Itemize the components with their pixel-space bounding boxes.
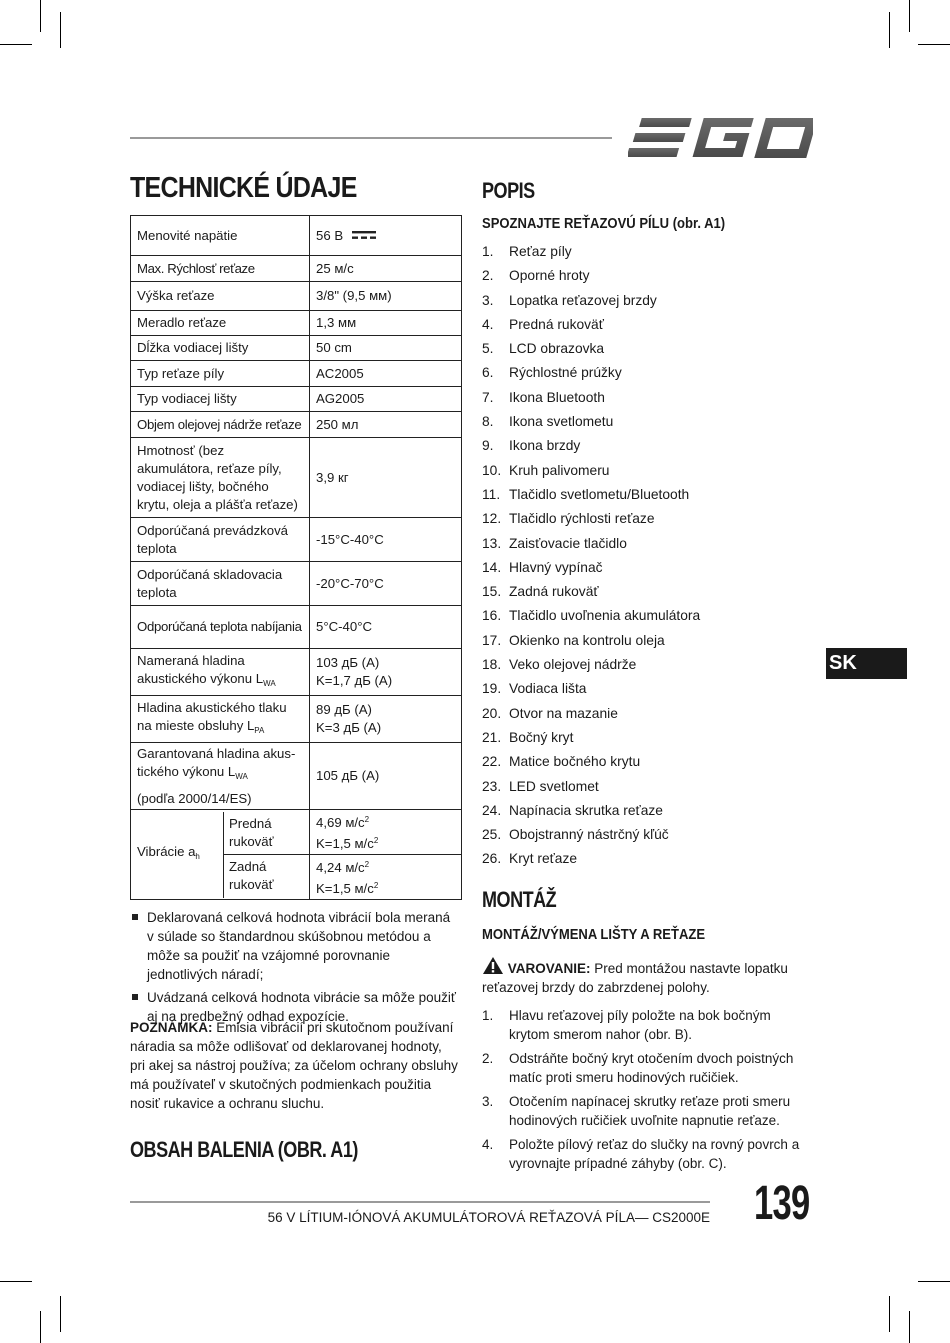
list-item-label: Lopatka reťazovej brzdy bbox=[509, 292, 657, 308]
spec-label: Hmotnosť (bez akumulátora, reťaze píly, vodiacej lišty, bočného krytu, oleja a plášťa reťaze) bbox=[131, 438, 310, 518]
table-row bbox=[131, 696, 462, 743]
list-item-label: LCD obrazovka bbox=[509, 341, 605, 357]
list-item-label: Oporné hroty bbox=[509, 268, 590, 284]
list-item bbox=[482, 240, 822, 264]
table-row bbox=[131, 256, 462, 282]
list-item-number: 8. bbox=[482, 414, 494, 430]
list-item-label: Ikona svetlometu bbox=[509, 414, 614, 430]
step-number: 4. bbox=[482, 1137, 494, 1152]
table-row bbox=[131, 387, 462, 412]
spec-label: Odporúčaná skladovacia teplota bbox=[131, 562, 310, 606]
table-row bbox=[131, 562, 462, 606]
list-item-number: 7. bbox=[482, 389, 494, 405]
spec-value: AC2005 bbox=[310, 361, 462, 387]
list-item bbox=[482, 313, 822, 337]
page-number: 139 bbox=[754, 1177, 810, 1230]
table-row bbox=[131, 282, 462, 311]
list-item bbox=[482, 604, 822, 628]
table-row bbox=[131, 606, 462, 649]
list-item-number: 22. bbox=[482, 754, 502, 770]
crop-mark bbox=[909, 0, 910, 32]
spec-label: Typ vodiacej lišty bbox=[131, 387, 310, 412]
table-row bbox=[131, 311, 462, 336]
spec-value: 25 м/с bbox=[310, 256, 462, 282]
step-number: 2. bbox=[482, 1051, 494, 1066]
list-item bbox=[482, 629, 822, 653]
list-item-number: 16. bbox=[482, 608, 502, 624]
steps-list bbox=[482, 1006, 812, 1178]
list-item bbox=[482, 556, 822, 580]
list-item: Deklarovaná celková hodnota vibrácií bola meraná v súlade so štandardnou skúšobnou metódou a môže sa použiť na vzájomné porovnanie jednotlivých náradí; bbox=[130, 908, 460, 984]
spec-label: Max. Rýchlosť reťaze bbox=[131, 256, 310, 282]
list-item bbox=[482, 459, 822, 483]
list-item-label: Predná rukoväť bbox=[509, 316, 604, 332]
list-item-label: Zadná rukoväť bbox=[509, 584, 599, 600]
warning-icon bbox=[482, 956, 504, 975]
spec-value: 5°C-40°C bbox=[310, 606, 462, 649]
spec-value: 103 дБ (A) K=1,7 дБ (A) bbox=[310, 649, 462, 696]
list-item bbox=[482, 507, 822, 531]
list-item-number: 3. bbox=[482, 292, 494, 308]
list-item bbox=[482, 580, 822, 604]
popis-subtitle: SPOZNAJTE REŤAZOVÚ PÍLU (obr. A1) bbox=[482, 216, 726, 232]
spec-value: 4,24 $м/с^2$ K=1,5 $м/с^2$ bbox=[310, 855, 462, 900]
crop-mark bbox=[918, 1281, 950, 1282]
footer-text: 56 V LÍTIUM-IÓNOVÁ AKUMULÁTOROVÁ REŤAZOVÁ PÍLA— CS2000E bbox=[267, 1210, 710, 1225]
spec-label: Odporúčaná prevádzková teplota bbox=[131, 518, 310, 562]
list-item-number: 5. bbox=[482, 341, 494, 357]
spec-label: Hladina akustického tlaku na mieste obsluhy $L_{PA}$ bbox=[131, 696, 310, 743]
spec-label: Dĺžka vodiacej lišty bbox=[131, 336, 310, 361]
spec-label: Garantovaná hladina akus-tického výkonu $L_{WA}$ (podľa 2000/14/ES) bbox=[131, 743, 310, 810]
list-item-label: Ikona Bluetooth bbox=[509, 389, 605, 405]
step-text: Otočením napínacej skrutky reťaze proti smeru hodinových ručičiek uvoľnite napnutie reťaze. bbox=[509, 1094, 791, 1128]
spec-table bbox=[130, 215, 462, 900]
warning-paragraph: VAROVANIE: Pred montážou nastavte lopatku reťazovej brzdy do zabrzdenej polohy. bbox=[482, 956, 812, 997]
list-item-number: 24. bbox=[482, 802, 502, 818]
header-rule bbox=[130, 137, 612, 139]
list-item-label: Bočný kryt bbox=[509, 729, 574, 745]
step-text: Hlavu reťazovej píly položte na bok bočným krytom smerom nahor (obr. B). bbox=[509, 1008, 771, 1042]
list-item-number: 20. bbox=[482, 705, 502, 721]
list-item-label: Tlačidlo rýchlosti reťaze bbox=[509, 511, 655, 527]
list-item-label: Napínacia skrutka reťaze bbox=[509, 802, 663, 818]
footer-rule bbox=[130, 1201, 710, 1203]
list-item-number: 9. bbox=[482, 438, 494, 454]
spec-label: Nameraná hladina akustického výkonu $L_{WA}$ bbox=[131, 649, 310, 696]
parts-list bbox=[482, 240, 822, 872]
list-item-number: 4. bbox=[482, 316, 494, 332]
list-item-label: Hlavný vypínač bbox=[509, 559, 603, 575]
vibration-front-label: Predná rukoväť bbox=[224, 812, 309, 856]
spec-value: 50 cm bbox=[310, 336, 462, 361]
list-item bbox=[482, 653, 822, 677]
list-item-number: 14. bbox=[482, 559, 502, 575]
list-item bbox=[482, 434, 822, 458]
list-item: Uvádzaná celková hodnota vibrácie sa môže použiť aj na predbežný odhad expozície. bbox=[130, 988, 460, 1026]
spec-value: 4,69 $м/с^2$ K=1,5 $м/с^2$ bbox=[310, 810, 462, 855]
list-item-label: Zaisťovacie tlačidlo bbox=[509, 535, 627, 551]
list-item bbox=[482, 532, 822, 556]
spec-value: 89 дБ (A) K=3 дБ (A) bbox=[310, 696, 462, 743]
list-item-label: Matice bočného krytu bbox=[509, 754, 641, 770]
table-row bbox=[131, 438, 462, 518]
list-item bbox=[482, 702, 822, 726]
step-item bbox=[482, 1049, 812, 1087]
step-number: 1. bbox=[482, 1008, 494, 1023]
list-item-number: 2. bbox=[482, 268, 494, 284]
table-row bbox=[131, 361, 462, 387]
list-item-number: 17. bbox=[482, 632, 502, 648]
list-item-label: Tlačidlo uvoľnenia akumulátora bbox=[509, 608, 701, 624]
step-item bbox=[482, 1006, 812, 1044]
list-item bbox=[482, 775, 822, 799]
list-item-label: Rýchlostné prúžky bbox=[509, 365, 622, 381]
list-item-number: 21. bbox=[482, 729, 502, 745]
list-item bbox=[482, 386, 822, 410]
step-text: Odstráňte bočný kryt otočením dvoch poistných matíc proti smeru hodinových ručičiek. bbox=[509, 1051, 794, 1085]
spec-label: Výška reťaze bbox=[131, 282, 310, 311]
spec-label bbox=[131, 810, 310, 900]
list-item-number: 19. bbox=[482, 681, 502, 697]
list-item-label: Vodiaca lišta bbox=[509, 681, 587, 697]
table-row bbox=[131, 649, 462, 696]
list-item-number: 1. bbox=[482, 244, 494, 259]
spec-value: 56 В bbox=[310, 216, 462, 256]
list-item-label: Okienko na kontrolu oleja bbox=[509, 632, 665, 648]
spec-value: AG2005 bbox=[310, 387, 462, 412]
spec-value: -20°C-70°C bbox=[310, 562, 462, 606]
list-item-number: 15. bbox=[482, 584, 502, 600]
crop-mark bbox=[889, 1296, 890, 1332]
crop-mark bbox=[60, 12, 61, 48]
spec-label: Objem olejovej nádrže reťaze bbox=[131, 412, 310, 438]
list-item bbox=[482, 799, 822, 823]
crop-mark bbox=[889, 12, 890, 48]
popis-title: POPIS bbox=[482, 178, 535, 203]
spec-label: Meradlo reťaze bbox=[131, 311, 310, 336]
list-item bbox=[482, 726, 822, 750]
spec-value: -15°C-40°C bbox=[310, 518, 462, 562]
spec-label: Typ reťaze píly bbox=[131, 361, 310, 387]
tech-title: TECHNICKÉ ÚDAJE bbox=[130, 172, 357, 204]
list-item-number: 11. bbox=[482, 486, 501, 502]
list-item bbox=[482, 361, 822, 385]
list-item-label: LED svetlomet bbox=[509, 778, 599, 794]
step-text: Položte pílový reťaz do slučky na rovný povrch a vyrovnajte prípadné záhyby (obr. C). bbox=[509, 1137, 800, 1171]
list-item-number: 25. bbox=[482, 827, 502, 843]
montaz-subtitle: MONTÁŽ/VÝMENA LIŠTY A REŤAZE bbox=[482, 927, 706, 943]
list-item bbox=[482, 289, 822, 313]
spec-value: 3,9 кг bbox=[310, 438, 462, 518]
list-item-number: 23. bbox=[482, 778, 502, 794]
list-item-label: Tlačidlo svetlometu/Bluetooth bbox=[509, 486, 690, 502]
spec-label: Odporúčaná teplota nabíjania bbox=[131, 606, 310, 649]
list-item bbox=[482, 483, 822, 507]
list-item-label: Ikona brzdy bbox=[509, 438, 581, 454]
list-item-label: Reťaz píly bbox=[509, 244, 572, 259]
list-item-number: 18. bbox=[482, 657, 502, 673]
list-item bbox=[482, 847, 822, 871]
table-row bbox=[131, 810, 462, 855]
crop-mark bbox=[60, 1296, 61, 1332]
table-row bbox=[131, 743, 462, 810]
crop-mark bbox=[40, 0, 41, 32]
table-row bbox=[131, 336, 462, 361]
list-item-label: Kryt reťaze bbox=[509, 851, 578, 867]
crop-mark bbox=[909, 1311, 910, 1343]
list-item-label: Veko olejovej nádrže bbox=[509, 657, 637, 673]
list-item-number: 6. bbox=[482, 365, 494, 381]
list-item-label: Otvor na mazanie bbox=[509, 705, 618, 721]
montaz-title: MONTÁŽ bbox=[482, 887, 557, 912]
list-item-label: Kruh palivomeru bbox=[509, 462, 610, 478]
list-item bbox=[482, 337, 822, 361]
spec-label: Menovité napätie bbox=[131, 216, 310, 256]
list-item bbox=[482, 677, 822, 701]
table-row bbox=[131, 518, 462, 562]
ego-logo bbox=[628, 117, 813, 159]
list-item-number: 12. bbox=[482, 511, 502, 527]
bullet-list bbox=[130, 908, 460, 1030]
crop-mark bbox=[0, 1281, 32, 1282]
crop-mark bbox=[40, 1311, 41, 1343]
list-item-number: 26. bbox=[482, 851, 502, 867]
spec-value: 3/8" (9,5 мм) bbox=[310, 282, 462, 311]
list-item-number: 10. bbox=[482, 462, 502, 478]
vibration-label: Vibrácie $a_h$ bbox=[131, 812, 224, 898]
spec-value: 105 дБ (A) bbox=[310, 743, 462, 810]
dc-symbol-icon bbox=[351, 229, 377, 241]
language-tab: SK bbox=[826, 648, 907, 679]
list-item-label: Obojstranný nástrčný kľúč bbox=[509, 827, 669, 843]
step-item bbox=[482, 1092, 812, 1130]
spec-value: 250 мл bbox=[310, 412, 462, 438]
table-row bbox=[131, 216, 462, 256]
vibration-rear-label: Zadná rukoväť bbox=[229, 859, 274, 893]
list-item bbox=[482, 823, 822, 847]
note-paragraph: POZNÁMKA: Emisia vibrácií pri skutočnom používaní náradia sa môže odlišovať od deklarovanej hodnoty, pri akej sa nástroj používa; za účelom ochrany obsluhy má používateľ v skutočných podmienkach použitia nosiť rukavice a ochranu sluchu. bbox=[130, 1020, 458, 1111]
crop-mark bbox=[0, 44, 32, 45]
step-item bbox=[482, 1135, 812, 1173]
crop-mark bbox=[918, 44, 950, 45]
table-row bbox=[131, 412, 462, 438]
spec-value: 1,3 мм bbox=[310, 311, 462, 336]
list-item bbox=[482, 410, 822, 434]
package-title: OBSAH BALENIA (OBR. A1) bbox=[130, 1137, 358, 1162]
list-item bbox=[482, 264, 822, 288]
step-number: 3. bbox=[482, 1094, 494, 1109]
list-item-number: 13. bbox=[482, 535, 502, 551]
list-item bbox=[482, 750, 822, 774]
